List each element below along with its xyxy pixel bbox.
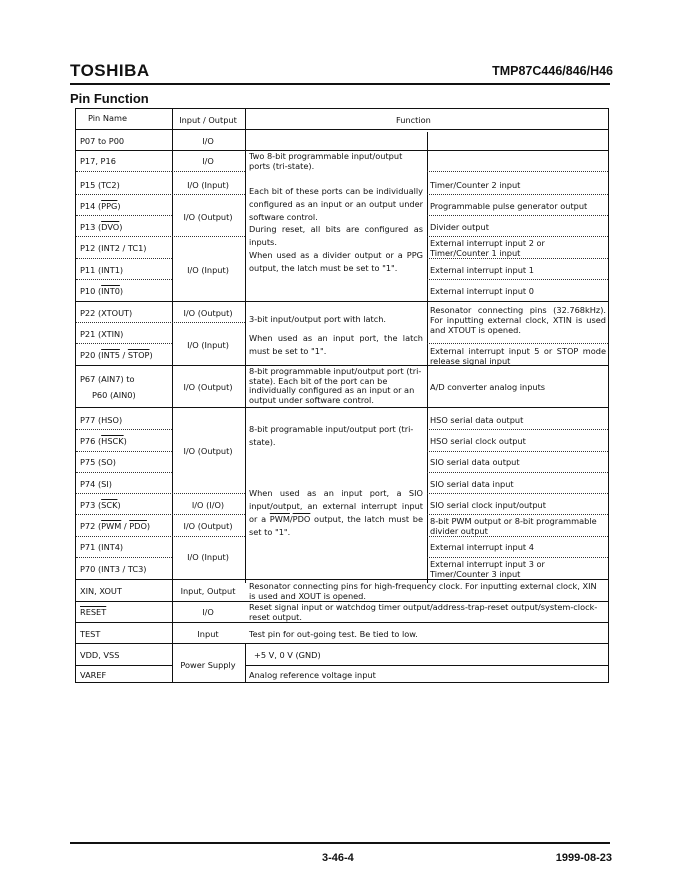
row-rule	[427, 343, 608, 344]
io-p67-p60: I/O (Output)	[183, 382, 233, 392]
row-rule	[427, 194, 608, 195]
func-reset: Reset signal input or watchdog timer output/address-trap-reset output/system-clock-reset output.	[249, 602, 598, 622]
func-p6-common: 8-bit programmable input/output port (tri-state). Each bit of the port can be individually configured as an input or an output under software control.	[249, 366, 422, 405]
func-xin-xout: Resonator connecting pins for high-frequency clock. For inputting external clock, XIN is used and XOUT is opened.	[249, 581, 597, 601]
row-rule	[427, 557, 608, 558]
io-p15: I/O (Input)	[187, 180, 229, 190]
row-rule	[76, 514, 245, 515]
pin-p22: P22 (XTOUT)	[80, 308, 133, 318]
func-p20: External interrupt input 5 or STOP mode release signal input	[430, 346, 606, 366]
pin-p17: P17, P16	[80, 156, 116, 166]
io-p07: I/O	[202, 136, 214, 146]
row-rule	[427, 258, 608, 259]
col-divider	[427, 132, 428, 583]
func-p77: HSO serial data output	[430, 415, 524, 425]
pin-p75: P75 (SO)	[80, 457, 116, 467]
func-p1-common: Two 8-bit programmable input/output ports (tri-state).	[249, 151, 403, 171]
pin-p74: P74 (SI)	[80, 479, 112, 489]
row-rule	[76, 194, 245, 195]
section-title: Pin Function	[70, 91, 149, 106]
pin-p72: P72 $(\overline{PWM} / \overline{PDO})$	[80, 521, 151, 531]
row-rule	[76, 343, 172, 344]
row-rule	[76, 622, 608, 623]
func-p71: External interrupt input 4	[430, 542, 534, 552]
io-p12-p10: I/O (Input)	[187, 265, 229, 275]
io-power-supply: Power Supply	[180, 660, 236, 670]
row-rule	[76, 579, 608, 580]
func-p73: SIO serial clock input/output	[430, 500, 546, 510]
pin-p13: P13 $(\overline{DVO})$	[80, 222, 123, 232]
footer-rule	[70, 842, 610, 844]
pin-p73: P73 $(\overline{SCK})$	[80, 500, 121, 510]
func-p2-common: 3-bit input/output port with latch.	[249, 314, 387, 324]
row-rule	[76, 407, 608, 408]
row-rule	[76, 493, 245, 494]
pin-function-table	[75, 108, 609, 683]
pin-p15: P15 (TC2)	[80, 180, 120, 190]
row-rule	[427, 236, 608, 237]
row-rule	[76, 643, 608, 644]
row-rule	[76, 557, 172, 558]
row-rule	[427, 429, 608, 430]
pin-p20: P20 (INT5 / STOP)	[80, 350, 153, 360]
func-p1-reset: During reset, all bits are configured as inputs.	[249, 224, 423, 247]
row-rule	[427, 171, 608, 172]
pin-p10: P10 (INT0)	[80, 286, 124, 296]
row-rule	[427, 536, 608, 537]
io-p77-p74: I/O (Output)	[183, 446, 233, 456]
pin-p76: P76 (HSCK)	[80, 436, 127, 446]
func-p1-divider: When used as a divider output or a PPG output, the latch must be set to "1".	[249, 250, 423, 273]
row-rule	[76, 451, 172, 452]
row-rule	[76, 279, 172, 280]
header-function: Function	[396, 115, 431, 125]
document-date: 1999-08-23	[555, 852, 612, 864]
pin-p12: P12 (INT2 / TC1)	[80, 243, 147, 253]
row-rule	[76, 236, 245, 237]
pin-reset: RESET	[80, 607, 107, 617]
func-p22-p21: Resonator connecting pins (32.768kHz). For inputting external clock, XTIN is used and XTOUT is opened.	[430, 305, 606, 335]
row-rule	[76, 665, 172, 666]
func-p14: Programmable pulse generator output	[430, 201, 588, 211]
row-rule	[76, 171, 172, 172]
func-p12: External interrupt input 2 or Timer/Counter 1 input	[430, 238, 545, 258]
func-p72: 8-bit PWM output or 8-bit programmable divider output	[430, 516, 597, 536]
io-xin-xout: Input, Output	[180, 586, 236, 596]
row-rule	[427, 215, 608, 216]
row-rule	[76, 472, 172, 473]
brand-logo: TOSHIBA	[70, 61, 150, 80]
row-rule	[76, 301, 608, 302]
pin-p14: P14 $(\overline{PPG})$	[80, 201, 121, 211]
pin-xin-xout: XIN, XOUT	[80, 586, 122, 596]
func-p1-each: Each bit of these ports can be individually configured as an input or an output under software control.	[249, 186, 423, 222]
func-p7-common: 8-bit programable input/output port (tri-state).	[249, 424, 414, 447]
row-rule	[427, 279, 608, 280]
func-p7-input: When used as an input port, a SIO input/output, an external interrupt input or a $\overline{PWM}/\overline{PDO}$ output, the latch must be set to "1".	[249, 488, 423, 537]
io-test: Input	[197, 629, 219, 639]
func-test: Test pin for out-going test. Be tied to low.	[249, 629, 418, 639]
func-p2-input: When used as an input port, the latch must be set to "1".	[249, 333, 423, 356]
io-p73: I/O (I/O)	[191, 500, 225, 510]
pin-p11: P11 (INT1)	[80, 265, 124, 275]
io-p22: I/O (Output)	[183, 308, 233, 318]
pin-p21: P21 (XTIN)	[80, 329, 124, 339]
io-p71-p70: I/O (Input)	[187, 552, 229, 562]
pin-p07: P07 to P00	[80, 136, 125, 146]
func-p70: External interrupt input 3 or Timer/Counter 3 input	[430, 559, 545, 579]
row-rule	[76, 322, 245, 323]
row-rule	[76, 215, 172, 216]
row-rule	[172, 171, 245, 172]
func-p76: HSO serial clock output	[430, 436, 526, 446]
func-p10: External interrupt input 0	[430, 286, 534, 296]
row-rule	[76, 536, 245, 537]
io-p17: I/O	[202, 156, 214, 166]
row-rule	[76, 258, 172, 259]
func-p13: Divider output	[430, 222, 489, 232]
row-rule	[427, 451, 608, 452]
row-rule	[76, 429, 172, 430]
col-divider	[245, 643, 246, 682]
io-p72: I/O (Output)	[183, 521, 233, 531]
pin-vdd-vss: VDD, VSS	[80, 650, 120, 660]
row-rule	[427, 514, 608, 515]
pin-p77: P77 (HSO)	[80, 415, 123, 425]
document-model: TMP87C446/846/H46	[492, 64, 613, 78]
func-p74: SIO serial data input	[430, 479, 514, 489]
pin-test: TEST	[80, 629, 101, 639]
func-varef: Analog reference voltage input	[249, 670, 376, 680]
func-p15: Timer/Counter 2 input	[430, 180, 521, 190]
func-vdd-vss: +5 V, 0 V (GND)	[254, 650, 321, 660]
io-p14-p13: I/O (Output)	[183, 212, 233, 222]
header-pin-name: Pin Name	[88, 113, 127, 123]
func-p11: External interrupt input 1	[430, 265, 534, 275]
row-rule	[427, 493, 608, 494]
pin-p70: P70 (INT3 / TC3)	[80, 564, 147, 574]
io-p21-p20: I/O (Input)	[187, 340, 229, 350]
pin-varef: VAREF	[80, 670, 107, 680]
func-p75: SIO serial data output	[430, 457, 520, 467]
pin-p60: P60 (AIN0)	[92, 390, 136, 400]
col-divider	[245, 109, 246, 583]
row-rule	[245, 665, 608, 666]
pin-p67: P67 (AIN7) to	[80, 374, 135, 384]
pin-p71: P71 (INT4)	[80, 542, 124, 552]
io-reset: I/O	[202, 607, 214, 617]
header-rule	[70, 83, 610, 85]
row-rule	[427, 472, 608, 473]
page-number: 3-46-4	[322, 852, 354, 864]
func-p6: A/D converter analog inputs	[430, 382, 546, 392]
header-io: Input / Output	[179, 115, 237, 125]
header-rule	[76, 129, 608, 130]
